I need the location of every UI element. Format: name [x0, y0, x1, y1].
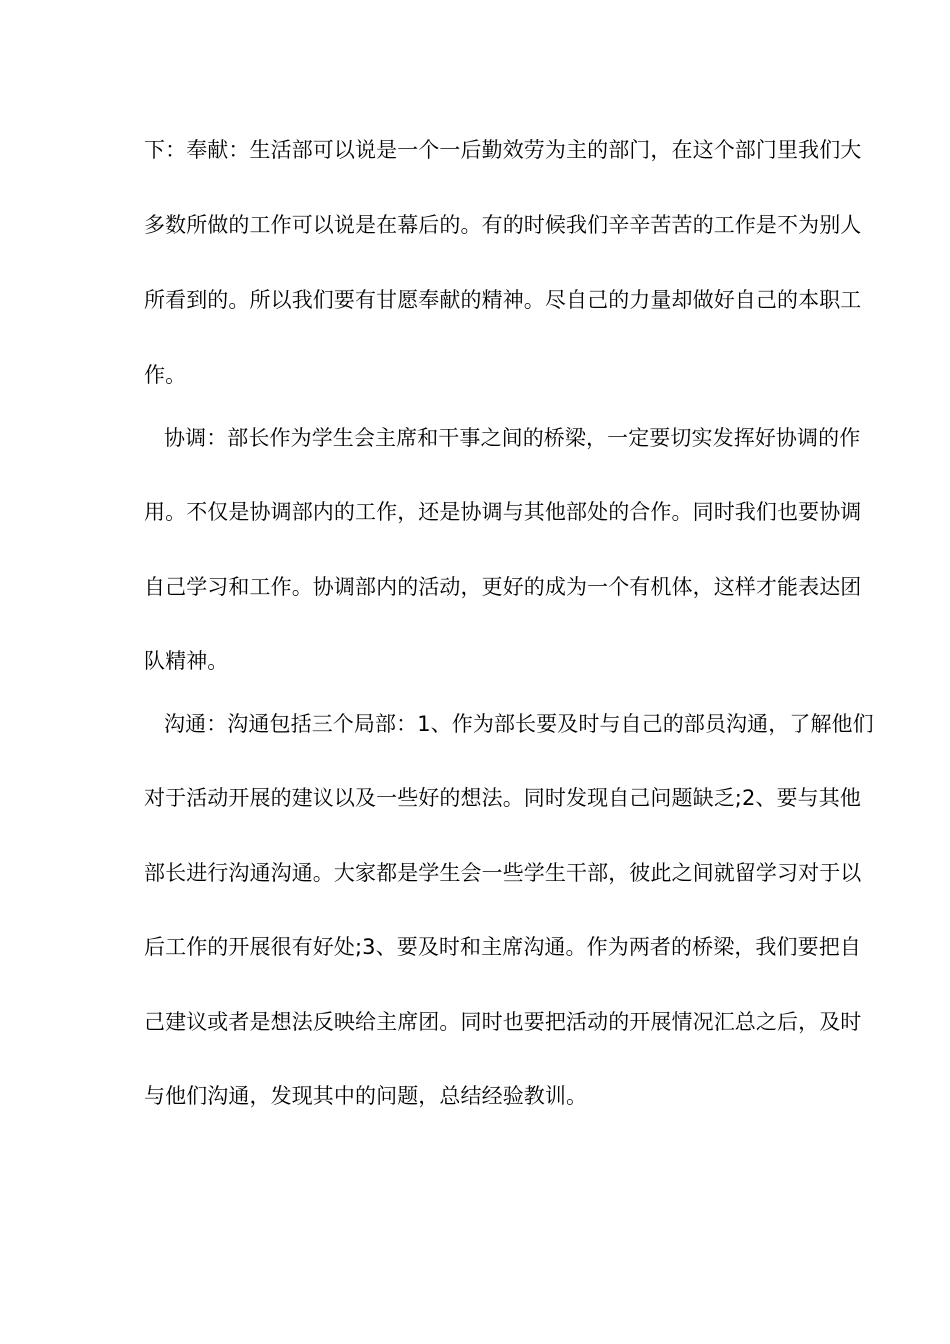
- paragraph-2-line-2: 用。不仅是协调部内的工作，还是协调与其他部处的合作。同时我们也要协调: [144, 500, 862, 524]
- paragraph-1-line-3: 所看到的。所以我们要有甘愿奉献的精神。尽自己的力量却做好自己的本职工: [144, 288, 862, 312]
- paragraph-1-line-1: 下：奉献：生活部可以说是一个一后勤效劳为主的部门，在这个部门里我们大: [144, 138, 862, 162]
- paragraph-3-line-6: 与他们沟通，发现其中的问题，总结经验教训。: [144, 1084, 588, 1108]
- paragraph-3-line-3: 部长进行沟通沟通。大家都是学生会一些学生干部，彼此之间就留学习对于以: [144, 861, 862, 885]
- paragraph-2-line-3: 自己学习和工作。协调部内的活动，更好的成为一个有机体，这样才能表达团: [144, 575, 862, 599]
- paragraph-3-line-2: 对于活动开展的建议以及一些好的想法。同时发现自己问题缺乏;2、要与其他: [144, 786, 861, 810]
- paragraph-3-line-4: 后工作的开展很有好处;3、要及时和主席沟通。作为两者的桥梁，我们要把自: [144, 935, 861, 959]
- paragraph-3-line-1: 沟通：沟通包括三个局部：1、作为部长要及时与自己的部员沟通，了解他们: [164, 712, 874, 736]
- paragraph-3-line-5: 己建议或者是想法反映给主席团。同时也要把活动的开展情况汇总之后，及时: [144, 1010, 862, 1034]
- paragraph-1-line-4: 作。: [144, 363, 187, 387]
- paragraph-2-line-4: 队精神。: [144, 649, 229, 673]
- paragraph-2-line-1: 协调：部长作为学生会主席和干事之间的桥梁，一定要切实发挥好协调的作: [164, 426, 861, 450]
- paragraph-1-line-2: 多数所做的工作可以说是在幕后的。有的时候我们辛辛苦苦的工作是不为别人: [144, 213, 862, 237]
